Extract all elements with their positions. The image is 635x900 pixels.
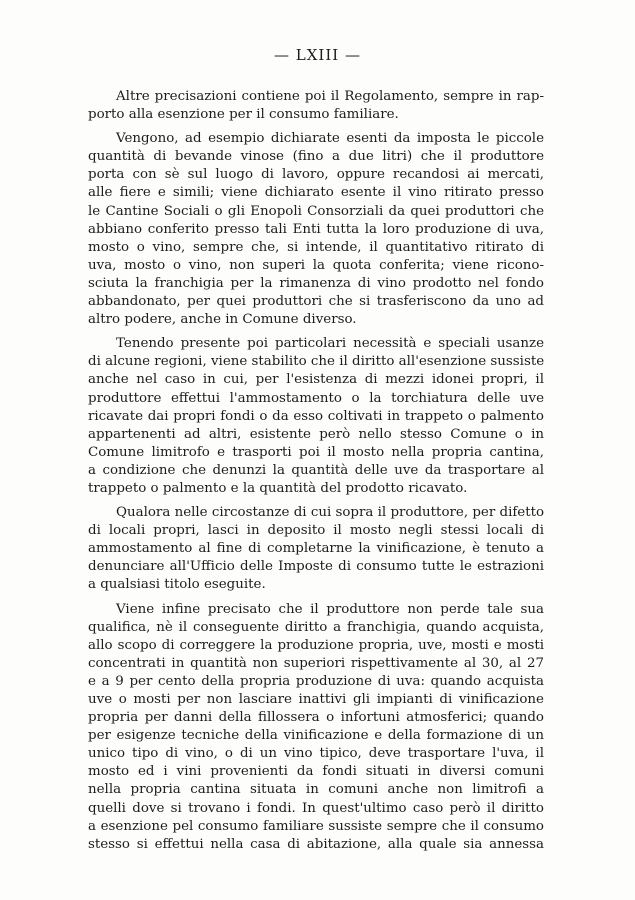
- text-line: qualifica, nè il conseguente diritto a franchigia, quando acquista,: [88, 619, 544, 635]
- text-line: Tenendo presente poi particolari necessità e speciali usanze: [116, 336, 544, 352]
- text-line: a esenzione pel consumo familiare sussiste sempre che il consumo: [88, 818, 544, 834]
- text-line: concentrati in quantità non superiori rispettivamente al 30, al 27: [88, 655, 544, 671]
- text-line: a condizione che denunzi la quantità delle uve da trasportare al: [88, 462, 544, 478]
- text-line: porta con sè sul luogo di lavoro, oppure recandosi ai mercati,: [88, 167, 544, 183]
- text-line: Viene infine precisato che il produttore non perde tale sua: [116, 601, 544, 617]
- text-line: anche nel caso in cui, per l'esistenza di mezzi idonei propri, il: [88, 372, 544, 388]
- text-line: uva, mosto o vino, non superi la quota conferita; viene ricono-: [88, 257, 544, 273]
- text-line: a qualsiasi titolo eseguite.: [88, 577, 266, 593]
- text-line: di alcune regioni, viene stabilito che il diritto all'esenzione sussiste: [88, 354, 545, 370]
- text-line: mosto o vino, sempre che, si intende, il quantitativo ritirato di: [88, 239, 544, 255]
- paragraph: [88, 335, 544, 498]
- text-line: appartenenti ad altri, esistente però nello stesso Comune o in: [88, 426, 544, 442]
- text-line: trappeto o palmento e la quantità del prodotto ricavato.: [88, 480, 468, 496]
- text-line: e a 9 per cento della propria produzione di uva: quando acquista: [88, 673, 544, 689]
- text-line: di locali propri, lasci in deposito il mosto negli stessi locali di: [88, 523, 544, 539]
- page-number-header: — LXIII —: [274, 46, 361, 64]
- text-line: altro podere, anche in Comune diverso.: [88, 312, 357, 328]
- text-line: quantità di bevande vinose (fino a due litri) che il produttore: [88, 149, 544, 165]
- paragraph: [88, 88, 544, 124]
- text-line: sciuta la franchigia per la rimanenza di vino prodotto nel fondo: [88, 275, 544, 291]
- text-line: propria per danni della fillossera o infortuni atmosferici; quando: [88, 710, 544, 726]
- text-line: unico tipo di vino, o di un vino tipico, deve trasportare l'uva, il: [88, 746, 544, 762]
- text-line: porto alla esenzione per il consumo familiare.: [88, 107, 399, 123]
- text-line: Altre precisazioni contiene poi il Regolamento, sempre in rap-: [116, 89, 544, 104]
- paragraph: [88, 130, 544, 329]
- text-line: le Cantine Sociali o gli Enopoli Consorziali da quei produttori che: [88, 203, 544, 219]
- text-line: Comune limitrofo e trasporti poi il mosto nella propria cantina,: [88, 444, 544, 460]
- text-line: nella propria cantina situata in comuni anche non limitrofi a: [88, 782, 544, 798]
- text-line: alle fiere e simili; viene dichiarato esente il vino ritirato presso: [88, 185, 544, 201]
- text-line: quelli dove si trovano i fondi. In quest'ultimo caso però il diritto: [88, 800, 544, 816]
- text-line: abbandonato, per quei produttori che si trasferiscono da uno ad: [88, 294, 544, 310]
- text-line: ricavate dai propri fondi o da esso coltivati in trappeto o palmento: [88, 408, 544, 424]
- text-line: uve o mosti per non lasciare inattivi gli impianti di vinificazione: [88, 692, 544, 707]
- text-line: Qualora nelle circostanze di cui sopra il produttore, per difetto: [116, 505, 545, 521]
- text-line: per esigenze tecniche della vinificazione e della formazione di un: [88, 728, 544, 744]
- text-line: produttore effettui l'ammostamento o la torchiatura delle uve: [88, 390, 544, 406]
- text-line: allo scopo di correggere la produzione propria, uve, mosti e mosti: [88, 637, 544, 653]
- paragraph: [88, 504, 544, 594]
- text-line: ammostamento al fine di completarne la vinificazione, è tenuto a: [88, 541, 544, 557]
- text-line: stesso si effettui nella casa di abitazione, alla quale sia annessa: [88, 836, 544, 852]
- text-line: denunciare all'Ufficio delle Imposte di consumo tutte le estrazioni: [88, 559, 544, 575]
- text-line: abbiano conferito presso tali Enti tutta la loro produzione di uva,: [88, 221, 544, 237]
- text-line: mosto ed i vini provenienti da fondi situati in diversi comuni: [88, 764, 544, 780]
- text-line: Vengono, ad esempio dichiarate esenti da imposta le piccole: [116, 131, 544, 147]
- paragraph: [88, 601, 544, 854]
- body-text: [88, 88, 544, 854]
